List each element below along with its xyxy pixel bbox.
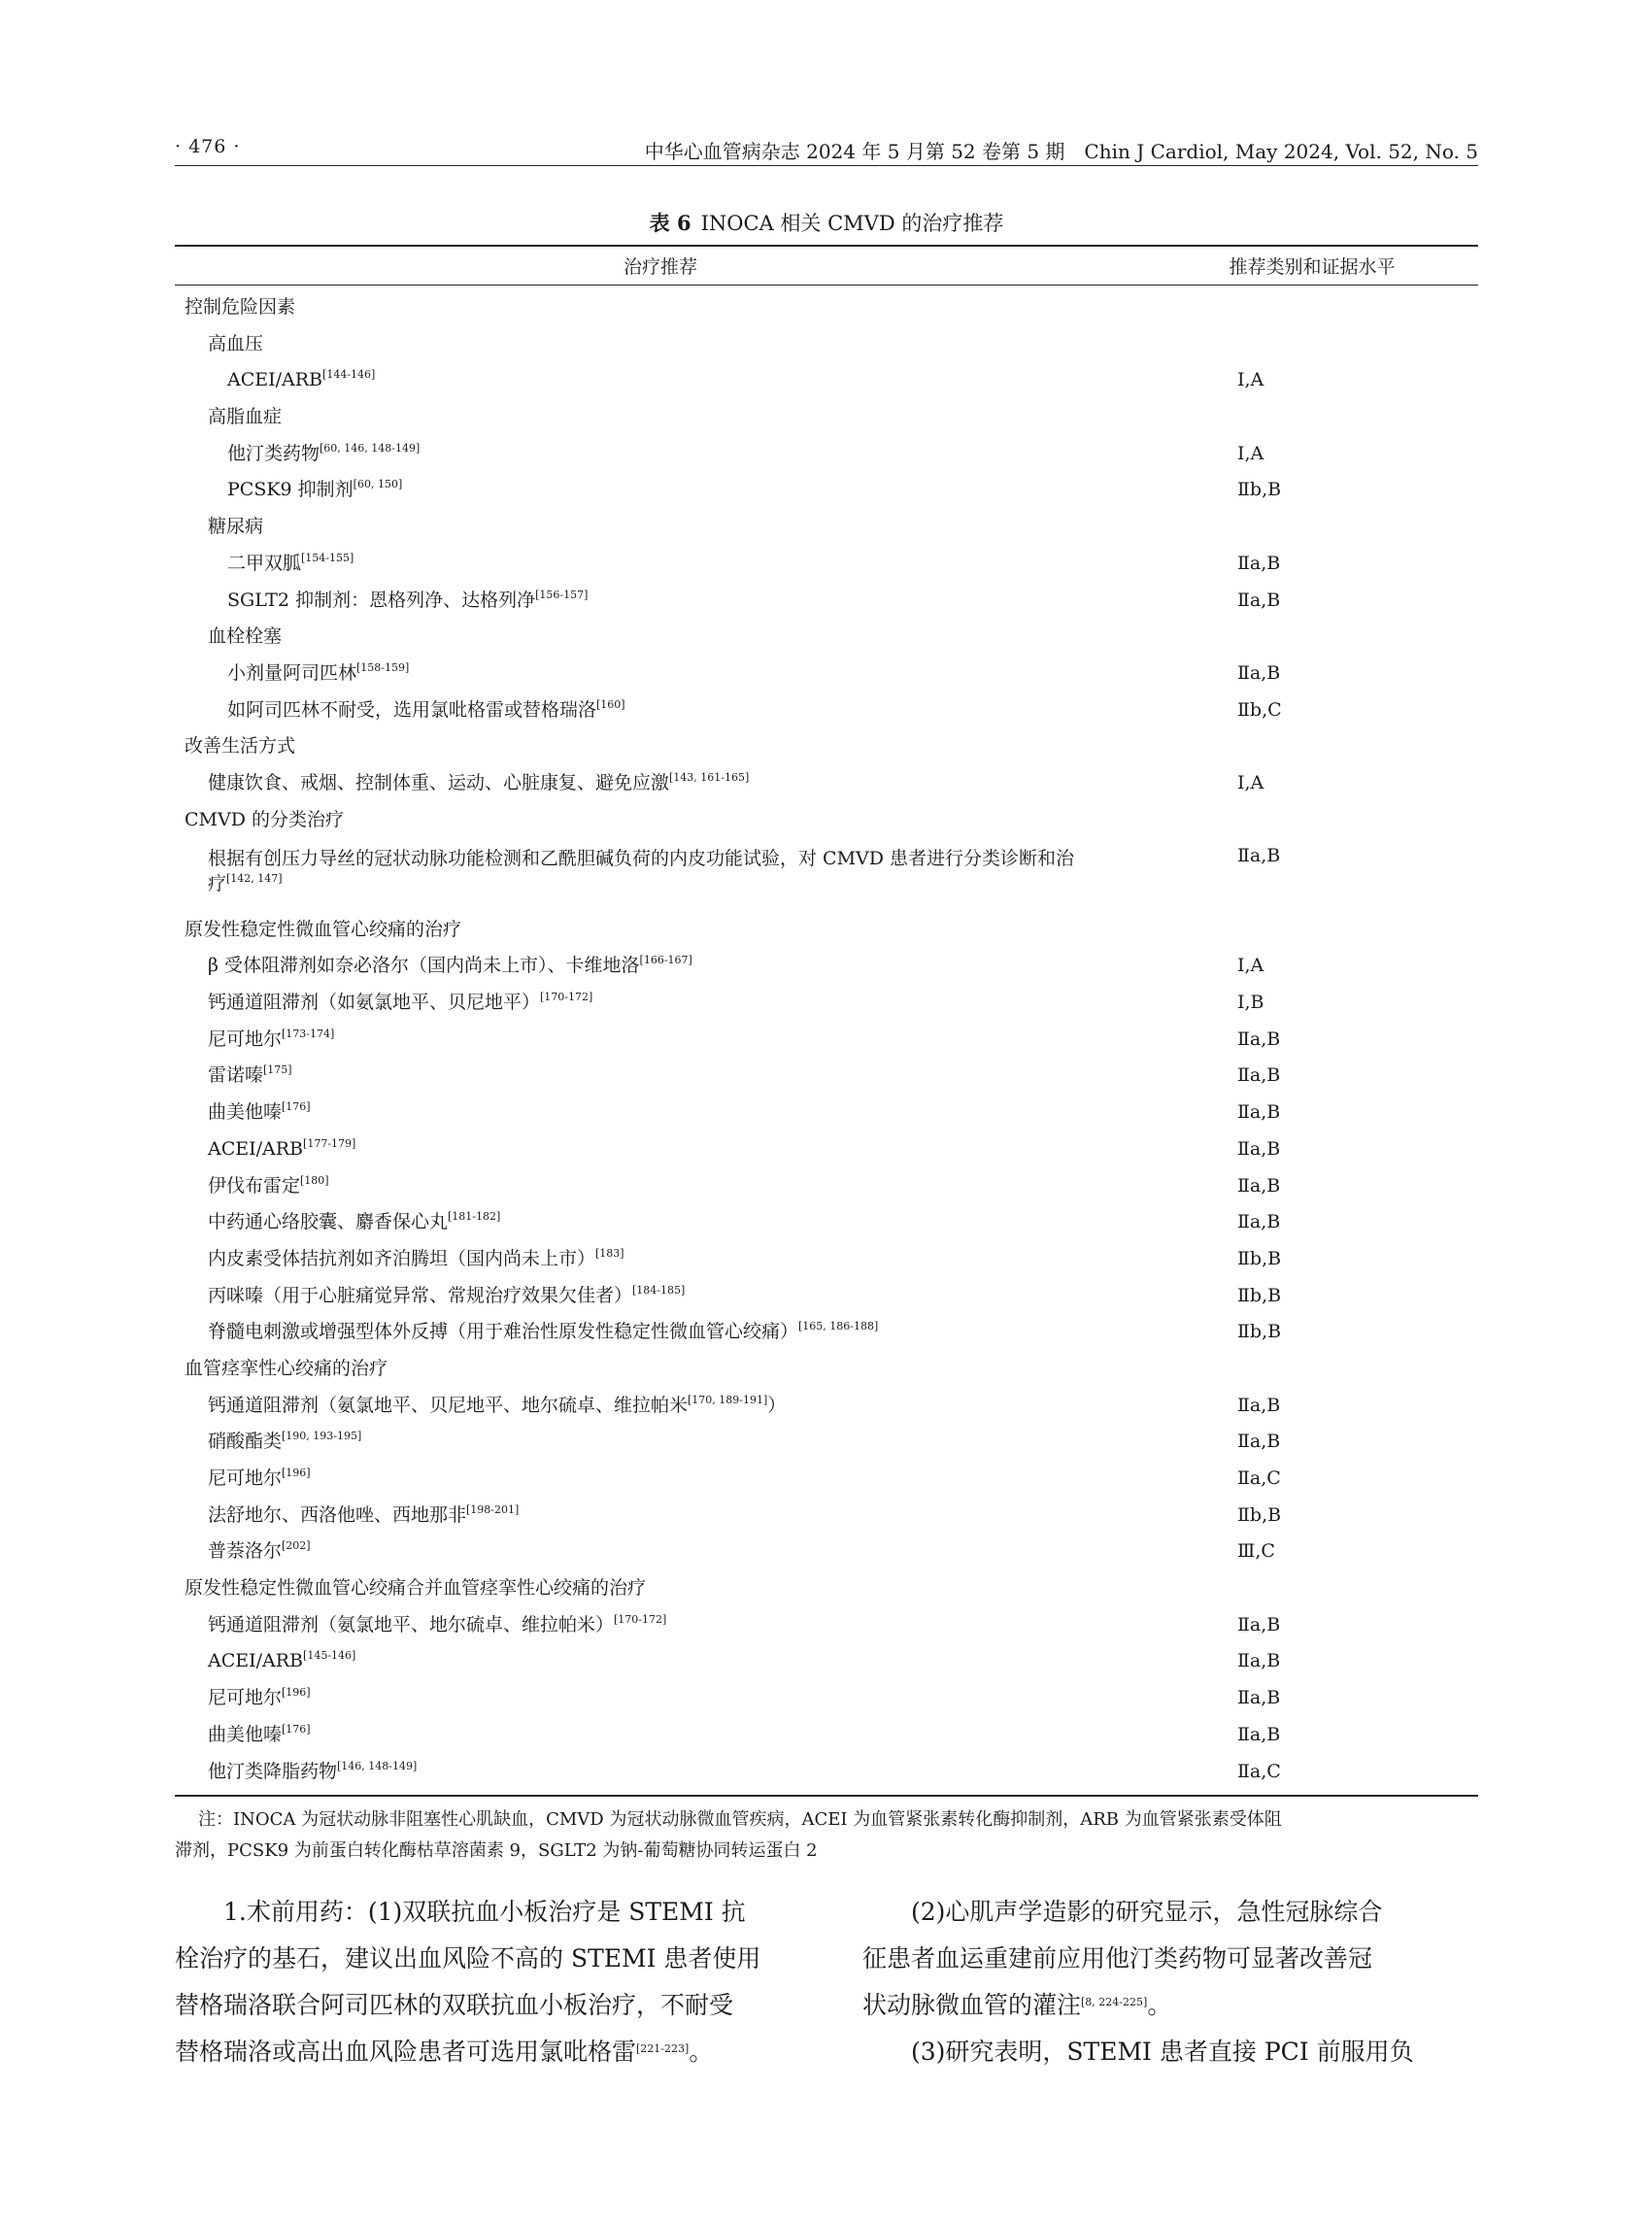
level-cell: Ⅱa,C bbox=[1237, 1760, 1281, 1782]
treatment-cell bbox=[208, 1534, 311, 1570]
table-row bbox=[175, 1680, 1478, 1717]
treatment-cell bbox=[208, 1241, 624, 1278]
treatment-text: 尼可地尔 bbox=[208, 1028, 283, 1050]
treatment-suffix: ） bbox=[767, 1394, 787, 1416]
citation-ref: [198-201] bbox=[466, 1502, 520, 1516]
treatment-text: 血管痉挛性心绞痛的治疗 bbox=[185, 1357, 388, 1379]
table-bottom-rule bbox=[175, 1795, 1478, 1797]
treatment-cell bbox=[185, 802, 344, 839]
level-cell: Ⅱa,B bbox=[1237, 1101, 1281, 1124]
treatment-text: 伊伐布雷定 bbox=[208, 1174, 301, 1197]
table-row bbox=[175, 1204, 1478, 1241]
table-row bbox=[175, 1607, 1478, 1644]
table-note-line: 注：INOCA 为冠状动脉非阻塞性心肌缺血，CMVD 为冠状动脉微血管疾病，ACEI 为血管紧张素转化酶抑制剂，ARB 为血管紧张素受体阻 bbox=[198, 1809, 1282, 1830]
table-row bbox=[175, 912, 1478, 949]
treatment-text: 他汀类药物 bbox=[227, 442, 320, 464]
table-row bbox=[175, 399, 1478, 436]
treatment-text: 原发性稳定性微血管心绞痛合并血管痉挛性心绞痛的治疗 bbox=[185, 1577, 647, 1600]
treatment-text: 原发性稳定性微血管心绞痛的治疗 bbox=[185, 918, 462, 940]
level-cell: Ⅱa,B bbox=[1237, 589, 1281, 611]
body-line bbox=[862, 1982, 1478, 2029]
treatment-cell bbox=[208, 1680, 311, 1717]
treatment-text: 小剂量阿司匹林 bbox=[227, 661, 357, 684]
treatment-text: 曲美他嗪 bbox=[208, 1723, 283, 1745]
table-caption bbox=[175, 208, 1478, 237]
treatment-text: 雷诺嗪 bbox=[208, 1064, 264, 1087]
table-row bbox=[175, 1717, 1478, 1754]
body-line: (3)研究表明，STEMI 患者直接 PCI 前服用负 bbox=[911, 2038, 1414, 2066]
treatment-text: 糖尿病 bbox=[208, 516, 264, 538]
treatment-cell bbox=[208, 1607, 666, 1644]
citation-ref: [177-179] bbox=[303, 1136, 356, 1150]
table-top-rule bbox=[175, 245, 1478, 247]
table-row bbox=[175, 472, 1478, 509]
level-cell: Ⅱb,B bbox=[1237, 1321, 1282, 1343]
table-row bbox=[175, 619, 1478, 656]
table-row bbox=[175, 948, 1478, 985]
citation-ref: [190, 193-195] bbox=[282, 1430, 362, 1443]
table-row bbox=[175, 1022, 1478, 1059]
table-row bbox=[175, 802, 1478, 839]
table-row bbox=[175, 1314, 1478, 1351]
treatment-cell bbox=[185, 1570, 646, 1607]
body-line: 征患者血运重建前应用他汀类药物可显著改善冠 bbox=[862, 1944, 1373, 1972]
treatment-cell bbox=[208, 1754, 417, 1791]
treatment-cell bbox=[208, 1278, 685, 1315]
citation-ref: [196] bbox=[282, 1686, 311, 1700]
treatment-text: β 受体阻滞剂如奈必洛尔（国内尚未上市）、卡维地洛 bbox=[208, 955, 640, 977]
table-body bbox=[175, 289, 1478, 1790]
treatment-cell bbox=[227, 583, 588, 620]
treatment-cell bbox=[208, 1022, 334, 1059]
treatment-cell bbox=[208, 985, 592, 1022]
treatment-cell bbox=[227, 692, 625, 729]
treatment-text: 脊髓电刺激或增强型体外反搏（用于难治性原发性稳定性微血管心绞痛） bbox=[208, 1321, 799, 1343]
citation-ref: [202] bbox=[282, 1539, 311, 1553]
level-cell: Ⅱa,B bbox=[1237, 1394, 1281, 1416]
treatment-text: ACEI/ARB bbox=[208, 1137, 304, 1160]
treatment-text: 硝酸酯类 bbox=[208, 1431, 283, 1453]
citation-ref: [160] bbox=[596, 697, 625, 711]
body-line: (2)心肌声学造影的研究显示，急性冠脉综合 bbox=[911, 1898, 1383, 1926]
treatment-text: SGLT2 抑制剂：恩格列净、达格列净 bbox=[227, 589, 536, 611]
treatment-text: 根据有创压力导丝的冠状动脉功能检测和乙酰胆碱负荷的内皮功能试验，对 CMVD 患者进行分类诊断和治疗 bbox=[208, 848, 1075, 895]
level-cell: Ⅱa,B bbox=[1237, 1723, 1281, 1745]
treatment-cell bbox=[208, 1498, 519, 1534]
table-row bbox=[175, 1754, 1478, 1791]
table-row bbox=[175, 728, 1478, 765]
citation-ref: [146, 148-149] bbox=[337, 1759, 418, 1772]
page-number: · 476 · bbox=[175, 136, 241, 157]
table-row bbox=[175, 1461, 1478, 1498]
citation-ref: [170-172] bbox=[614, 1612, 667, 1626]
citation-ref: [144-146] bbox=[322, 368, 376, 382]
treatment-cell bbox=[208, 1204, 500, 1241]
citation-ref: [221-223] bbox=[636, 2042, 690, 2055]
treatment-cell bbox=[208, 1058, 292, 1095]
body-line-text: 替格瑞洛或高出血风险患者可选用氯吡格雷 bbox=[175, 2038, 637, 2066]
body-line-text: 状动脉微血管的灌注 bbox=[862, 1991, 1082, 2019]
journal-citation: 中华心血管病杂志 2024 年 5 月第 52 卷第 5 期 Chin J Cardiol, May 2024, Vol. 52, No. 5 bbox=[644, 140, 1478, 163]
treatment-text: 他汀类降脂药物 bbox=[208, 1760, 338, 1782]
citation-ref: [60, 146, 148-149] bbox=[320, 441, 421, 455]
treatment-cell bbox=[208, 1461, 311, 1498]
level-cell: Ⅱa,B bbox=[1237, 1431, 1281, 1453]
table-row bbox=[175, 1424, 1478, 1461]
table-header-rule bbox=[175, 285, 1478, 286]
treatment-text: ACEI/ARB bbox=[227, 369, 323, 391]
table-row bbox=[175, 1095, 1478, 1131]
treatment-cell bbox=[227, 436, 420, 473]
citation-ref: [176] bbox=[282, 1722, 311, 1736]
treatment-cell bbox=[208, 948, 692, 985]
level-cell: Ⅰ,A bbox=[1237, 369, 1264, 391]
citation-ref: [184-185] bbox=[632, 1283, 686, 1297]
treatment-cell bbox=[208, 1314, 878, 1351]
treatment-text: 二甲双胍 bbox=[227, 552, 302, 574]
treatment-cell bbox=[208, 619, 282, 656]
treatment-cell bbox=[185, 289, 295, 326]
level-cell: Ⅱa,B bbox=[1237, 661, 1281, 684]
treatment-cell bbox=[208, 1168, 329, 1205]
level-cell: Ⅲ,C bbox=[1237, 1540, 1275, 1563]
treatment-cell bbox=[208, 765, 749, 802]
table-caption-text: INOCA 相关 CMVD 的治疗推荐 bbox=[700, 212, 1004, 235]
table-row bbox=[175, 326, 1478, 363]
treatment-cell bbox=[208, 399, 282, 436]
treatment-text: 改善生活方式 bbox=[185, 735, 296, 758]
treatment-cell bbox=[227, 656, 409, 692]
treatment-text: 曲美他嗪 bbox=[208, 1101, 283, 1124]
table-row bbox=[175, 656, 1478, 692]
col-header-level: 推荐类别和证据水平 bbox=[1229, 256, 1396, 278]
body-line bbox=[175, 2029, 796, 2075]
table-row bbox=[175, 1534, 1478, 1570]
treatment-text: 钙通道阻滞剂（如氨氯地平、贝尼地平） bbox=[208, 992, 541, 1014]
level-cell: Ⅱb,B bbox=[1237, 479, 1282, 501]
level-cell: Ⅱa,B bbox=[1237, 552, 1281, 574]
treatment-cell bbox=[227, 546, 354, 583]
treatment-text: 普萘洛尔 bbox=[208, 1540, 283, 1563]
treatment-text: 血栓栓塞 bbox=[208, 625, 283, 648]
level-cell: Ⅱa,C bbox=[1237, 1467, 1281, 1490]
table-row bbox=[175, 692, 1478, 729]
citation-ref: [158-159] bbox=[356, 660, 410, 674]
citation-ref: [180] bbox=[300, 1173, 329, 1187]
table-row bbox=[175, 1058, 1478, 1095]
level-cell: Ⅰ,A bbox=[1237, 771, 1264, 793]
table-row bbox=[175, 1278, 1478, 1315]
running-header bbox=[175, 136, 1478, 166]
citation-ref: [176] bbox=[282, 1100, 311, 1114]
level-cell: Ⅰ,B bbox=[1237, 992, 1264, 1014]
treatment-cell bbox=[208, 1643, 355, 1680]
treatment-text: 内皮素受体拮抗剂如齐泊腾坦（国内尚未上市） bbox=[208, 1247, 596, 1269]
level-cell: Ⅱb,B bbox=[1237, 1503, 1282, 1526]
table-row bbox=[175, 436, 1478, 473]
citation-ref: [60, 150] bbox=[353, 478, 403, 491]
body-line: 1.术前用药：(1)双联抗血小板治疗是 STEMI 抗 bbox=[223, 1898, 746, 1926]
treatment-cell bbox=[227, 362, 375, 399]
citation-ref: [156-157] bbox=[535, 588, 589, 601]
treatment-text: 丙咪嗪（用于心脏痛觉异常、常规治疗效果欠佳者） bbox=[208, 1284, 633, 1306]
treatment-text: 钙通道阻滞剂（氨氯地平、地尔硫卓、维拉帕米） bbox=[208, 1613, 615, 1635]
table-row bbox=[175, 1241, 1478, 1278]
body-line-end: 。 bbox=[689, 2038, 714, 2066]
citation-ref: [8, 224-225] bbox=[1081, 1996, 1148, 2008]
level-cell: Ⅱa,B bbox=[1237, 1650, 1281, 1672]
table-row bbox=[175, 1351, 1478, 1388]
treatment-cell bbox=[208, 1131, 355, 1168]
table-row bbox=[175, 509, 1478, 546]
level-cell: Ⅱb,C bbox=[1237, 698, 1282, 721]
treatment-text: 法舒地尔、西洛他唑、西地那非 bbox=[208, 1503, 467, 1526]
treatment-cell bbox=[208, 326, 263, 363]
citation-ref: [196] bbox=[282, 1466, 311, 1480]
treatment-text: 钙通道阻滞剂（氨氯地平、贝尼地平、地尔硫卓、维拉帕米 bbox=[208, 1394, 689, 1416]
citation-ref: [145-146] bbox=[303, 1649, 356, 1663]
citation-ref: [166-167] bbox=[639, 954, 692, 967]
body-column-right bbox=[862, 1889, 1478, 2075]
level-cell: Ⅱa,B bbox=[1237, 1137, 1281, 1160]
level-cell: Ⅱa,B bbox=[1237, 1174, 1281, 1197]
table-row bbox=[175, 985, 1478, 1022]
level-cell: Ⅱa,B bbox=[1237, 1028, 1281, 1050]
citation-ref: [170-172] bbox=[540, 991, 593, 1004]
treatment-cell bbox=[185, 1351, 388, 1388]
citation-ref: [173-174] bbox=[282, 1027, 335, 1040]
treatment-text: 中药通心络胶囊、麝香保心丸 bbox=[208, 1211, 449, 1233]
table-row bbox=[175, 1168, 1478, 1205]
citation-ref: [175] bbox=[263, 1063, 292, 1077]
table-row bbox=[175, 362, 1478, 399]
treatment-text: CMVD 的分类治疗 bbox=[185, 808, 344, 830]
treatment-text: 尼可地尔 bbox=[208, 1687, 283, 1709]
citation-ref: [143, 161-165] bbox=[669, 770, 750, 784]
table-row bbox=[175, 1131, 1478, 1168]
level-cell: Ⅱa,B bbox=[1237, 1064, 1281, 1087]
level-cell: Ⅱb,B bbox=[1237, 1284, 1282, 1306]
citation-ref: [165, 186-188] bbox=[798, 1320, 879, 1333]
table-row bbox=[175, 1570, 1478, 1607]
treatment-cell bbox=[208, 1717, 311, 1754]
body-line: 替格瑞洛联合阿司匹林的双联抗血小板治疗，不耐受 bbox=[175, 1991, 734, 2019]
body-line-end: 。 bbox=[1147, 1991, 1172, 2019]
level-cell: Ⅱa,B bbox=[1237, 1613, 1281, 1635]
table-note-line: 滞剂，PCSK9 为前蛋白转化酶枯草溶菌素 9，SGLT2 为钠-葡萄糖协同转运蛋白 2 bbox=[175, 1840, 818, 1861]
treatment-cell bbox=[208, 846, 1082, 896]
treatment-cell bbox=[208, 1095, 311, 1131]
table-row bbox=[175, 583, 1478, 620]
level-cell: Ⅱb,B bbox=[1237, 1247, 1282, 1269]
treatment-text: 高血压 bbox=[208, 332, 264, 354]
table-row bbox=[175, 289, 1478, 326]
level-cell: Ⅱa,B bbox=[1237, 1687, 1281, 1709]
treatment-text: 健康饮食、戒烟、控制体重、运动、心脏康复、避免应激 bbox=[208, 771, 670, 793]
treatment-text: PCSK9 抑制剂 bbox=[227, 479, 354, 501]
table-caption-label: 表 6 bbox=[649, 211, 691, 235]
treatment-text: 控制危险因素 bbox=[185, 296, 296, 318]
table-row bbox=[175, 765, 1478, 802]
table-header bbox=[175, 253, 1478, 286]
level-cell: Ⅰ,A bbox=[1237, 442, 1264, 464]
treatment-text: ACEI/ARB bbox=[208, 1650, 304, 1672]
treatment-text: 尼可地尔 bbox=[208, 1467, 283, 1490]
treatment-cell bbox=[208, 1388, 786, 1425]
citation-ref: [181-182] bbox=[448, 1210, 501, 1224]
treatment-cell bbox=[185, 728, 295, 765]
table-row bbox=[175, 838, 1478, 911]
table-row bbox=[175, 1643, 1478, 1680]
col-header-treatment: 治疗推荐 bbox=[623, 256, 697, 278]
body-line: 栓治疗的基石，建议出血风险不高的 STEMI 患者使用 bbox=[175, 1944, 761, 1972]
citation-ref: [154-155] bbox=[301, 551, 354, 564]
table-row bbox=[175, 546, 1478, 583]
citation-ref: [170, 189-191] bbox=[688, 1393, 768, 1406]
level-cell: Ⅱa,B bbox=[1237, 845, 1281, 867]
body-column-left bbox=[175, 1889, 796, 2075]
treatment-cell bbox=[208, 509, 263, 546]
treatment-cell bbox=[185, 912, 461, 949]
treatment-text: 如阿司匹林不耐受，选用氯吡格雷或替格瑞洛 bbox=[227, 698, 597, 721]
table-note bbox=[175, 1804, 1478, 1867]
treatment-text: 高脂血症 bbox=[208, 406, 283, 428]
table-row bbox=[175, 1498, 1478, 1534]
table-row bbox=[175, 1388, 1478, 1425]
treatment-cell bbox=[208, 1424, 361, 1461]
level-cell: Ⅱa,B bbox=[1237, 1211, 1281, 1233]
citation-ref: [183] bbox=[595, 1246, 624, 1260]
citation-ref: [142, 147] bbox=[226, 872, 283, 886]
treatment-cell bbox=[227, 472, 402, 509]
level-cell: Ⅰ,A bbox=[1237, 955, 1264, 977]
